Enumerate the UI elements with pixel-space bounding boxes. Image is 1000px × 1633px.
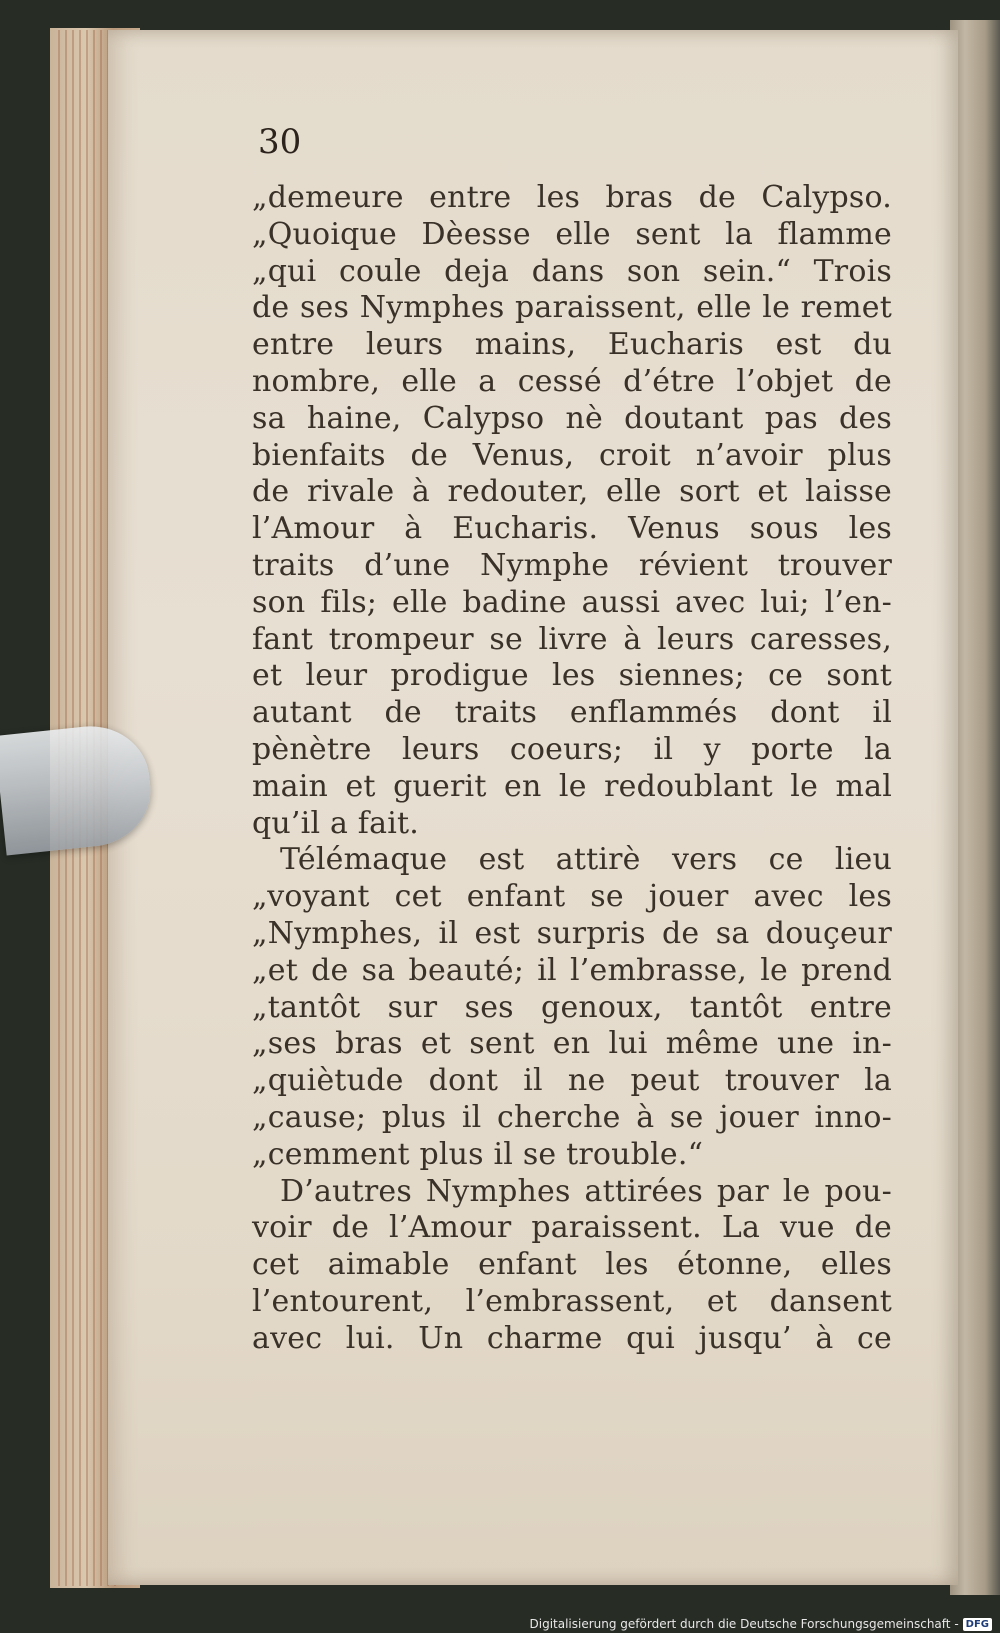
page-number: 30 (258, 122, 302, 162)
text-line: „cause; plus il cherche à se jouer inno- (252, 1099, 892, 1135)
text-line: l’entourent, l’embrassent, et dansent (252, 1283, 892, 1319)
text-line: cet aimable enfant les étonne, elles (252, 1247, 892, 1283)
text-line: entre leurs mains, Eucharis est du (252, 327, 892, 363)
text-line: nombre, elle a cessé d’étre l’objet de (252, 363, 892, 399)
text-line: main et guerit en le redoublant le mal (252, 768, 892, 804)
text-line: „Quoique Dèesse elle sent la flamme (252, 216, 892, 252)
text-line: „qui coule deja dans son sein.“ Trois (252, 253, 892, 289)
text-line: et leur prodigue les siennes; ce sont (252, 658, 892, 694)
text-line: de rivale à redouter, elle sort et laisse (252, 474, 892, 510)
text-line: „Nymphes, il est surpris de sa douçeur (252, 915, 892, 951)
text-line: autant de traits enflammés dont il (252, 695, 892, 731)
footer-credit: Digitalisierung gefördert durch die Deutsche Forschungsgemeinschaft - (529, 1617, 959, 1631)
text-line: „voyant cet enfant se jouer avec les (252, 879, 892, 915)
text-line: sa haine, Calypso nè doutant pas des (252, 400, 892, 436)
dfg-logo-icon: DFG (963, 1618, 992, 1631)
text-line: „demeure entre les bras de Calypso. (252, 180, 892, 215)
text-line: qu’il a fait. (252, 805, 419, 841)
text-line: avec lui. Un charme qui jusqu’ à ce (252, 1320, 892, 1356)
body-text (252, 180, 892, 1358)
text-line: l’Amour à Eucharis. Venus sous les (252, 511, 892, 547)
text-line: de ses Nymphes paraissent, elle le remet (252, 290, 892, 326)
text-line: Télémaque est attirè vers ce lieu (280, 842, 892, 878)
digitization-footer (530, 1617, 993, 1631)
text-line: traits d’une Nymphe révient trouver (252, 547, 892, 583)
text-line: son fils; elle badine aussi avec lui; l’en- (252, 584, 892, 620)
text-line: „cemment plus il se trouble.“ (252, 1136, 704, 1172)
text-line: bienfaits de Venus, croit n’avoir plus (252, 437, 892, 473)
text-line: fant trompeur se livre à leurs caresses, (252, 621, 892, 657)
text-line: voir de l’Amour paraissent. La vue de (252, 1210, 892, 1246)
text-line: D’autres Nymphes attirées par le pou- (280, 1173, 892, 1209)
text-line: „tantôt sur ses genoux, tantôt entre (252, 989, 892, 1025)
text-line: „quiètude dont il ne peut trouver la (252, 1063, 892, 1099)
text-line: „ses bras et sent en lui même une in- (252, 1026, 892, 1062)
text-line: „et de sa beauté; il l’embrasse, le prend (252, 952, 892, 988)
text-line: pènètre leurs coeurs; il y porte la (252, 731, 892, 767)
